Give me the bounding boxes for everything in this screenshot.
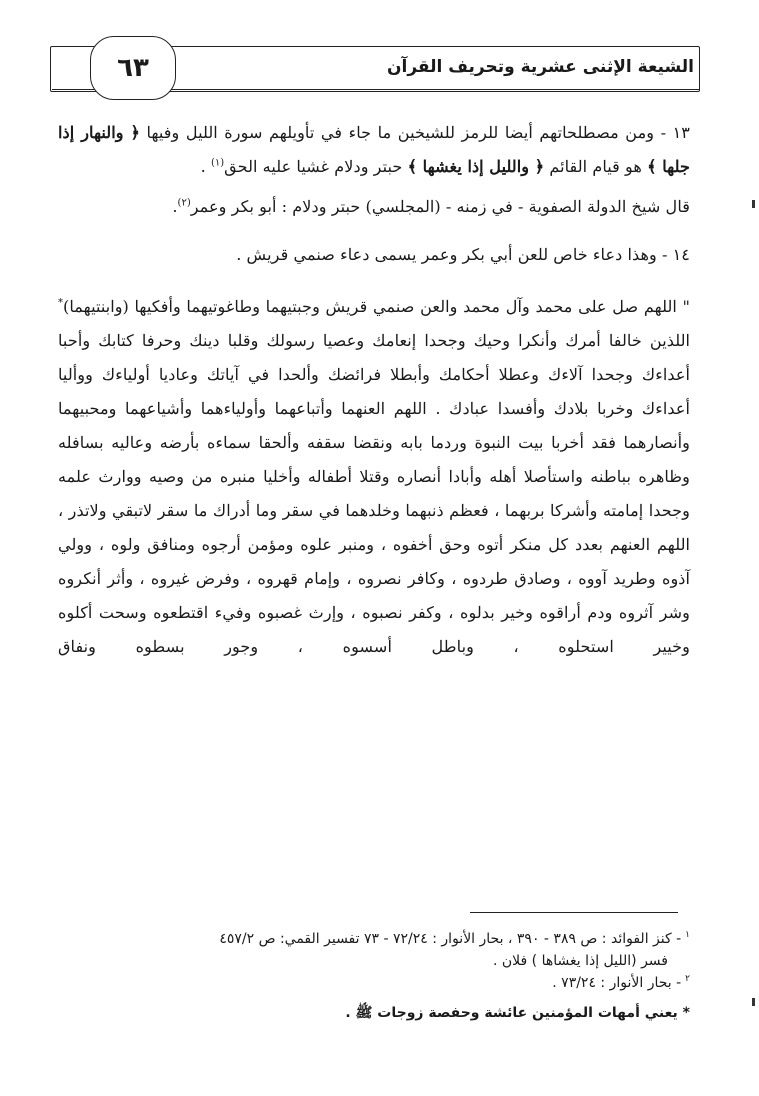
item-number: ١٤ -: [661, 245, 690, 264]
quran-quote: ﴿ والليل إذا يغشها ﴾: [407, 157, 545, 176]
footnote-ref-star[interactable]: *: [58, 297, 63, 309]
punctuation: .: [172, 197, 178, 216]
footnote-mark: ١: [685, 930, 690, 941]
footnote-separator: [470, 912, 678, 913]
paragraph-majlisi: [58, 190, 690, 224]
scan-mark: [752, 200, 755, 208]
paragraph-text: قال شيخ الدولة الصفوية - في زمنه - (المجلسي) حبتر ودلام : أبو بكر وعمر: [190, 197, 690, 216]
footnote-1-cont: فسر (الليل إذا يغشاها ) فلان .: [493, 953, 668, 969]
running-title: الشيعة الإثنى عشرية وتحريف القرآن: [387, 57, 694, 77]
paragraph-text: ومن مصطلحاتهم أيضا للرمز للشيخين ما جاء في تأويلهم سورة الليل وفيها: [146, 123, 655, 142]
footnote-ref[interactable]: (٢): [177, 197, 191, 209]
footnote-1: [58, 928, 690, 950]
paragraph-13: [58, 116, 690, 184]
page-number: ٦٣: [90, 36, 176, 100]
paragraph-text: حبتر ودلام غشيا عليه الحق: [224, 157, 403, 176]
footnote-text: - بحار الأنوار : ٧٣/٢٤ .: [552, 975, 682, 991]
footnotes: [58, 928, 690, 1024]
footnote-text: - كنز الفوائد : ص ٣٨٩ - ٣٩٠ ، بحار الأنوار : ٧٢/٢٤ - ٧٣ تفسير القمي: ص ٤٥٧/٢: [219, 931, 682, 947]
footnote-ref[interactable]: (١): [210, 157, 225, 169]
footnote-mark: ٢: [685, 974, 690, 985]
item-number: ١٣ -: [660, 123, 690, 142]
paragraph-text: " اللهم صل على محمد وآل محمد والعن صنمي قريش وجبتيهما وطاغوتيهما وأفكيها (وابنتيهما): [63, 297, 690, 316]
quran-quote: ﴿ والنهار إذا جلها ﴾: [58, 123, 690, 176]
prayer-text: [58, 290, 690, 664]
footnote-star: * يعني أمهات المؤمنين عائشة وحفصة زوجات ﷺ .: [345, 1005, 690, 1021]
paragraph-text: هو قيام القائم: [549, 157, 642, 176]
paragraph-text: وهذا دعاء خاص للعن أبي بكر وعمر يسمى دعاء صنمي قريش .: [236, 245, 657, 264]
paragraph-text: اللذين خالفا أمرك وأنكرا وحيك وجحدا إنعامك وعصيا رسولك وقلبا دينك وحرفا كتابك وأحبا أعداءك وجحدا آلاءك وعطلا أحكامك وأبطلا فرائضك وألحدا في آياتك وعاديا أولياءك ووأليا أعداءك وخربا بلادك وأفسدا عبادك . اللهم العنهما وأتباعهما وأولياءهما وأشياعهما ومحبيهما وأنصارهما فقد أخربا بيت النبوة وردما بابه ونقضا سقفه وألحقا سماءه بأرضه وعاليه بسافله وظاهره بباطنه واستأصلا أهله وأبادا أنصاره وقتلا أطفاله وأخليا منبره من وصيه ووارث علمه وجحدا إمامته وأشركا بربهما ، فعظم ذنبهما وخلدهما في سقر وما أدراك ما سقر لاتبقي ولاتذر ، اللهم العنهم بعدد كل منكر أتوه وحق أخفوه ، ومنبر علوه ومؤمن أرجوه ومنافق ولوه ، وولي آذوه وطريد آووه ، وصادق طردوه ، وكافر نصروه ، وإمام قهروه ، وفرض غيروه ، وأثر أنكروه وشر آثروه ودم أراقوه وخير بدلوه ، وكفر نصبوه ، وإرث غصبوه وفيء اقتطعوه وسحت أكلوه وخيير استحلوه ، وباطل أسسوه ، وجور بسطوه ونفاق: [58, 331, 690, 656]
main-text: [58, 116, 690, 664]
punctuation: .: [200, 157, 206, 176]
scan-mark: [752, 998, 755, 1006]
footnote-2: [58, 972, 690, 994]
paragraph-14: [58, 238, 690, 272]
